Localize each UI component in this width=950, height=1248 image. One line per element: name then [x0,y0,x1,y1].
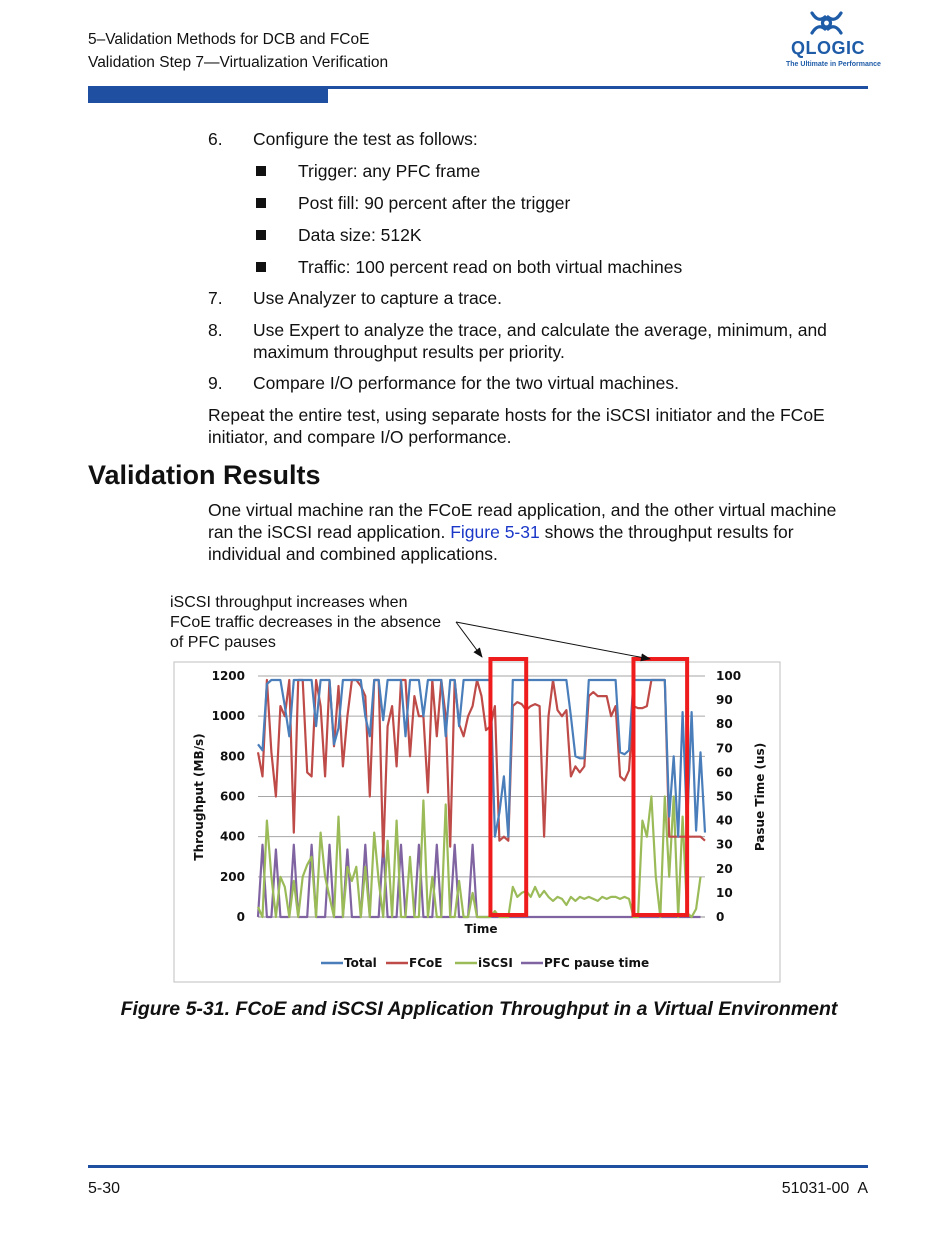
bullet-traffic: Traffic: 100 percent read on both virtual machines [298,257,683,277]
y-axis-label: Throughput (MB/s) [192,733,206,861]
legend-label: iSCSI [478,956,513,970]
legend-label: PFC pause time [544,956,650,970]
y2-tick-label: 100 [716,669,742,683]
header-section: Validation Step 7—Virtualization Verification [88,54,389,71]
section-heading: Validation Results [88,460,321,490]
step-8-text: Use Expert to analyze the trace, and calculate the average, minimum, and [253,320,827,340]
y2-tick-label: 0 [716,910,725,924]
header-chapter: 5–Validation Methods for DCB and FCoE [88,31,370,48]
y-tick-label: 400 [219,829,245,844]
y2-tick-label: 40 [716,813,733,828]
y2-tick-label: 50 [716,789,733,804]
logo-tagline: The Ultimate in Performance [786,61,881,68]
chart-legend [321,956,649,970]
y-tick-label: 0 [236,910,245,924]
repeat-para-line2: initiator, and compare I/O performance. [208,427,512,447]
bullet-post-fill: Post fill: 90 percent after the trigger [298,193,571,213]
step-9-number: 9. [208,373,223,393]
y2-tick-label: 10 [716,885,733,900]
x-axis-label: Time [464,922,498,936]
figure-link[interactable]: Figure 5-31 [450,522,540,542]
y2-tick-label: 30 [716,837,733,852]
y2-tick-label: 70 [716,741,733,756]
repeat-para-line1: Repeat the entire test, using separate hosts for the iSCSI initiator and the FCoE [208,405,825,425]
results-line2-pre: ran the iSCSI read application. [208,522,451,542]
footer-doc-number: 51031-00 A [781,1180,868,1197]
y-tick-label: 1200 [211,669,245,683]
results-line1: One virtual machine ran the FCoE read application, and the other virtual machine [208,500,837,520]
step-8-text-cont: maximum throughput results per priority. [253,342,565,362]
y2-tick-label: 80 [716,717,733,732]
step-7-number: 7. [208,288,223,308]
results-line2-post: shows the throughput results for [539,522,794,542]
callout-line3: of PFC pauses [170,634,276,651]
bullet-data-size: Data size: 512K [298,225,422,245]
callout-arrow-1 [456,622,482,657]
footer-page-number: 5-30 [88,1180,121,1197]
y-tick-label: 800 [219,749,245,764]
y2-tick-label: 20 [716,861,733,876]
figure-caption: Figure 5-31. FCoE and iSCSI Application Throughput in a Virtual Environment [120,998,838,1020]
legend-label: Total [344,956,377,970]
step-8-number: 8. [208,320,223,340]
logo-text: QLOGIC [791,38,865,58]
y2-tick-label: 60 [716,765,733,780]
step-7-text: Use Analyzer to capture a trace. [253,288,503,308]
bullet-trigger: Trigger: any PFC frame [298,161,481,181]
legend-label: FCoE [409,956,443,970]
callout-line1: iSCSI throughput increases when [170,594,408,611]
y2-axis-label: Pasue Time (us) [753,742,767,852]
y2-tick-label: 90 [716,693,733,708]
callout-arrow-2 [456,622,650,659]
results-line3: individual and combined applications. [208,544,498,564]
step-9-text: Compare I/O performance for the two virtual machines. [253,373,680,393]
footer-rule [88,1165,868,1168]
step-6-text: Configure the test as follows: [253,129,478,149]
callout-line2: FCoE traffic decreases in the absence [170,614,441,631]
y-tick-label: 1000 [211,709,245,724]
y-tick-label: 600 [219,789,245,804]
y-tick-label: 200 [219,869,245,884]
step-6-number: 6. [208,129,223,149]
